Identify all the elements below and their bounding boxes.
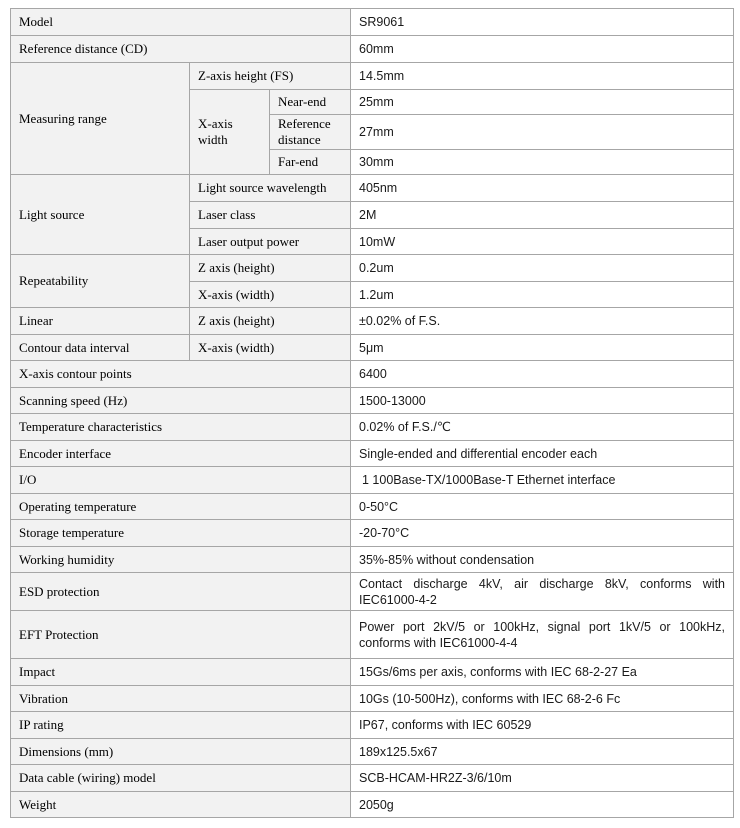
encoder-value: Single-ended and differential encoder each — [351, 441, 734, 467]
laser-power-label: Laser output power — [190, 229, 351, 255]
model-value: SR9061 — [351, 9, 734, 36]
row-model — [11, 9, 734, 36]
impact-value: 15Gs/6ms per axis, conforms with IEC 68-2-27 Ea — [351, 659, 734, 686]
contour-points-value: 6400 — [351, 361, 734, 388]
row-scanning-speed — [11, 388, 734, 414]
measuring-range-label: Measuring range — [11, 63, 190, 175]
row-working-humidity — [11, 547, 734, 573]
repeatability-z-value: 0.2um — [351, 255, 734, 282]
row-repeatability-z — [11, 255, 734, 282]
reference-distance-value: 60mm — [351, 36, 734, 63]
x-axis-width-label: X-axis width — [190, 90, 270, 175]
laser-class-value: 2M — [351, 202, 734, 229]
vibration-value: 10Gs (10-500Hz), conforms with IEC 68-2-6 Fc — [351, 686, 734, 712]
z-axis-height-value: 14.5mm — [351, 63, 734, 90]
ip-rating-value: IP67, conforms with IEC 60529 — [351, 712, 734, 739]
row-io — [11, 467, 734, 494]
row-ip-rating — [11, 712, 734, 739]
operating-temperature-value: 0-50°C — [351, 494, 734, 520]
near-end-label: Near-end — [270, 90, 351, 115]
eft-protection-label: EFT Protection — [11, 611, 351, 659]
linear-label: Linear — [11, 308, 190, 335]
row-weight — [11, 792, 734, 818]
working-humidity-value: 35%-85% without condensation — [351, 547, 734, 573]
wavelength-value: 405nm — [351, 175, 734, 202]
esd-protection-label: ESD protection — [11, 573, 351, 611]
dimensions-value: 189x125.5x67 — [351, 739, 734, 765]
esd-protection-value: Contact discharge 4kV, air discharge 8kV, conforms with IEC61000-4-2 — [351, 573, 734, 611]
reference-distance-sub-label: Reference distance — [270, 115, 351, 150]
data-cable-label: Data cable (wiring) model — [11, 765, 351, 792]
wavelength-label: Light source wavelength — [190, 175, 351, 202]
laser-class-label: Laser class — [190, 202, 351, 229]
row-vibration — [11, 686, 734, 712]
row-impact — [11, 659, 734, 686]
row-encoder — [11, 441, 734, 467]
operating-temperature-label: Operating temperature — [11, 494, 351, 520]
spec-table — [10, 8, 734, 818]
contour-interval-label: Contour data interval — [11, 335, 190, 361]
row-light-wavelength — [11, 175, 734, 202]
vibration-label: Vibration — [11, 686, 351, 712]
reference-distance-sub-value: 27mm — [351, 115, 734, 150]
working-humidity-label: Working humidity — [11, 547, 351, 573]
repeatability-x-label: X-axis (width) — [190, 282, 351, 308]
contour-interval-value: 5μm — [351, 335, 734, 361]
z-axis-height-label: Z-axis height (FS) — [190, 63, 351, 90]
scanning-speed-value: 1500-13000 — [351, 388, 734, 414]
row-contour-interval — [11, 335, 734, 361]
linear-sub-label: Z axis (height) — [190, 308, 351, 335]
weight-label: Weight — [11, 792, 351, 818]
temperature-characteristics-value: 0.02% of F.S./℃ — [351, 414, 734, 441]
io-label: I/O — [11, 467, 351, 494]
far-end-value: 30mm — [351, 150, 734, 175]
row-dimensions — [11, 739, 734, 765]
scanning-speed-label: Scanning speed (Hz) — [11, 388, 351, 414]
contour-interval-sub-label: X-axis (width) — [190, 335, 351, 361]
far-end-label: Far-end — [270, 150, 351, 175]
storage-temperature-label: Storage temperature — [11, 520, 351, 547]
row-operating-temperature — [11, 494, 734, 520]
data-cable-value: SCB-HCAM-HR2Z-3/6/10m — [351, 765, 734, 792]
repeatability-z-label: Z axis (height) — [190, 255, 351, 282]
row-temperature-characteristics — [11, 414, 734, 441]
reference-distance-label: Reference distance (CD) — [11, 36, 351, 63]
row-measuring-range-z — [11, 63, 734, 90]
laser-power-value: 10mW — [351, 229, 734, 255]
storage-temperature-value: -20-70°C — [351, 520, 734, 547]
row-eft-protection — [11, 611, 734, 659]
model-label: Model — [11, 9, 351, 36]
near-end-value: 25mm — [351, 90, 734, 115]
repeatability-label: Repeatability — [11, 255, 190, 308]
row-reference-distance — [11, 36, 734, 63]
row-contour-points — [11, 361, 734, 388]
row-data-cable — [11, 765, 734, 792]
light-source-label: Light source — [11, 175, 190, 255]
dimensions-label: Dimensions (mm) — [11, 739, 351, 765]
temperature-characteristics-label: Temperature characteristics — [11, 414, 351, 441]
io-value: 1 100Base-TX/1000Base-T Ethernet interface — [351, 467, 734, 494]
contour-points-label: X-axis contour points — [11, 361, 351, 388]
eft-protection-value: Power port 2kV/5 or 100kHz, signal port 1kV/5 or 100kHz, conforms with IEC61000-4-4 — [351, 611, 734, 659]
row-esd-protection — [11, 573, 734, 611]
weight-value: 2050g — [351, 792, 734, 818]
repeatability-x-value: 1.2um — [351, 282, 734, 308]
linear-value: ±0.02% of F.S. — [351, 308, 734, 335]
ip-rating-label: IP rating — [11, 712, 351, 739]
row-linear — [11, 308, 734, 335]
row-storage-temperature — [11, 520, 734, 547]
encoder-label: Encoder interface — [11, 441, 351, 467]
impact-label: Impact — [11, 659, 351, 686]
